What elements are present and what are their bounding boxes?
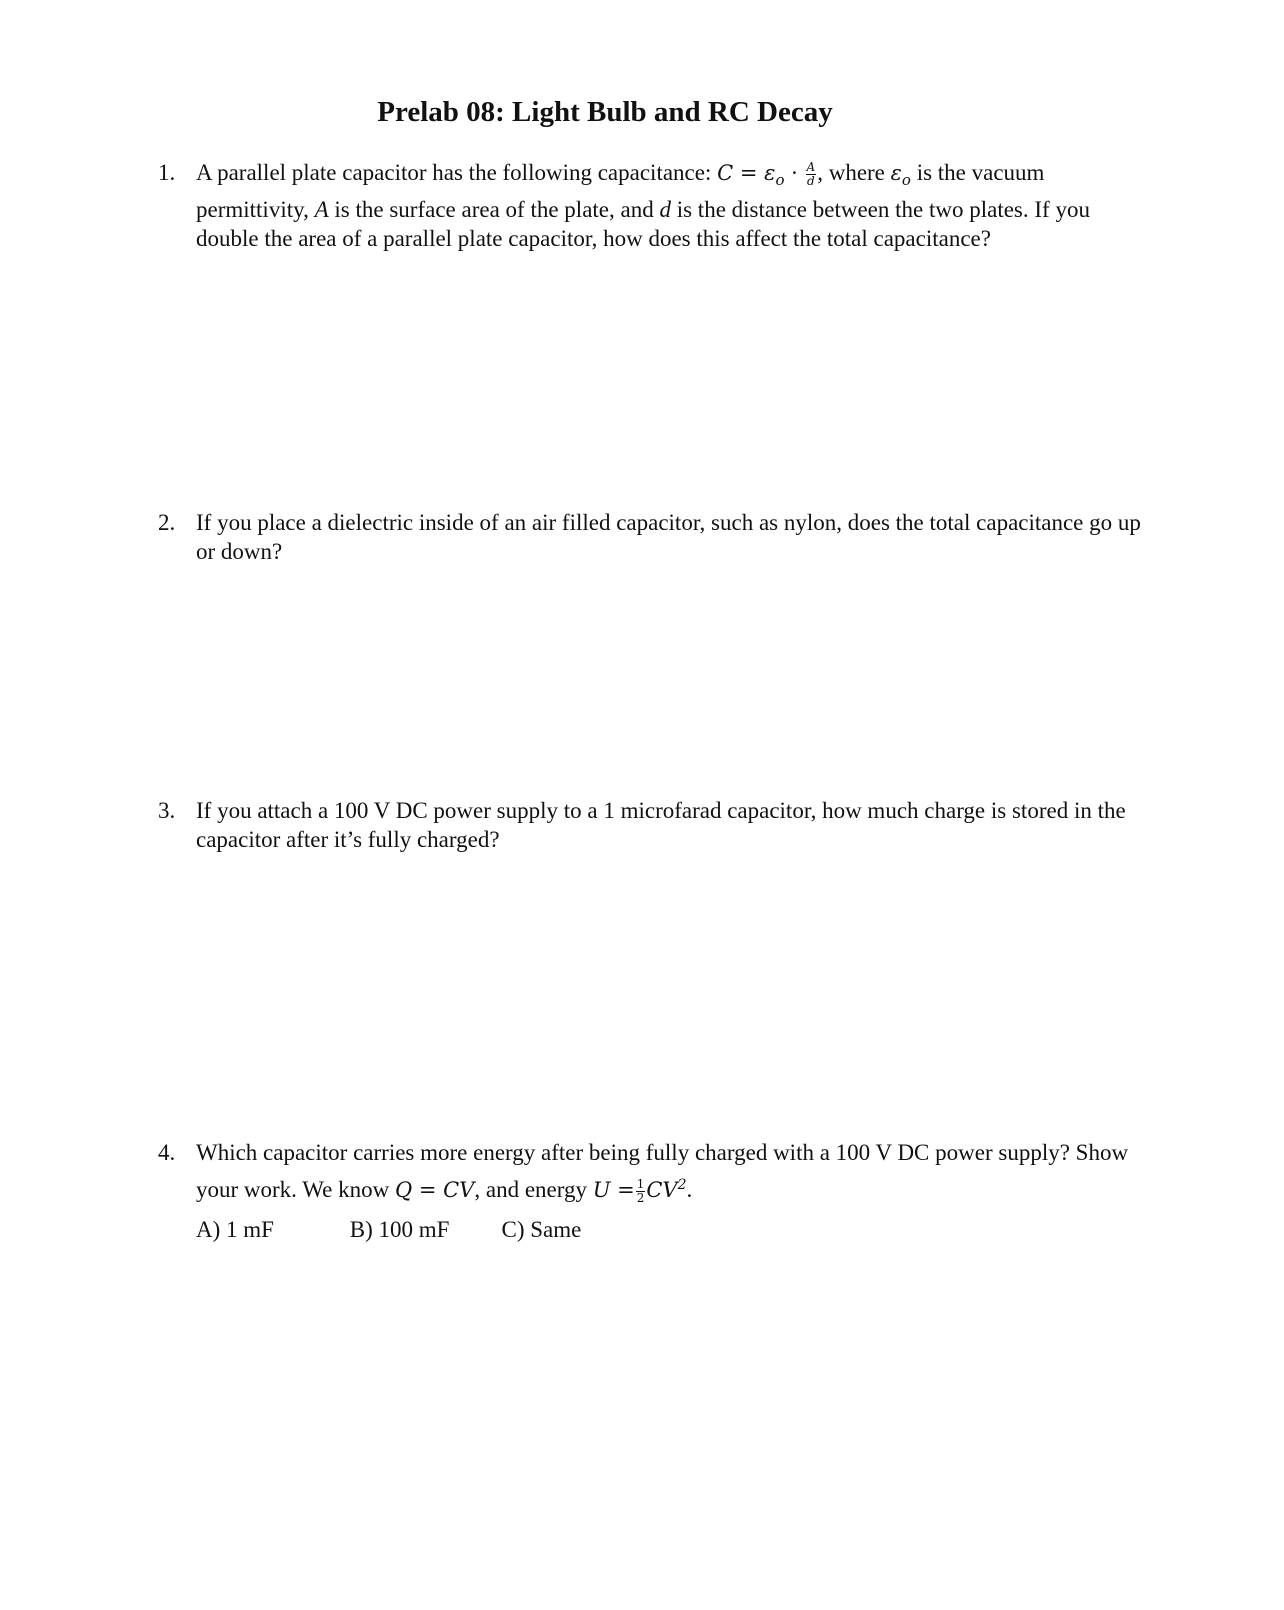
question-text: If you attach a 100 V DC power supply to a 1 microfarad capacitor, how much charge is stored in the capacitor after it’s fully charged? — [196, 798, 1126, 852]
question-1 — [158, 158, 1158, 253]
choice-c: C) Same — [501, 1217, 582, 1242]
charge-equation: Q = CV — [394, 1178, 475, 1202]
page-title: Prelab 08: Light Bulb and RC Decay — [377, 96, 833, 128]
question-number: 2. — [158, 510, 176, 535]
answer-choices — [196, 1213, 1158, 1246]
question-number: 4. — [158, 1140, 176, 1165]
capacitance-formula: $C = \varepsilon_o$ · $\frac{A}{d}$ — [717, 160, 816, 189]
question-text: Which capacitor carries more energy after being fully charged with a 100 V DC power supply? Show your work. We know Q = CV, and energy U = $\frac{1}{2}$ $CV^2$. A) 1 mF B) 100 mF C) Same — [196, 1136, 1158, 1246]
question-2 — [158, 508, 1158, 566]
question-text: A parallel plate capacitor has the following capacitance: $C = \varepsilon_o$ · $\frac{A}{d}$ , where $\varepsilon_o$ is the vacuum permittivity, A is the surface area of the plate, and d is the distance between the two plates. If you double the area of a parallel plate capacitor, how does this affect the total capacitance? — [196, 160, 1090, 251]
choice-a: A) 1 mF — [196, 1217, 274, 1242]
energy-equation: U = $\frac{1}{2}$ $CV^2$ — [592, 1177, 687, 1205]
question-text: If you place a dielectric inside of an air filled capacitor, such as nylon, does the total capacitance go up or down? — [196, 510, 1141, 564]
question-4 — [158, 1136, 1158, 1246]
question-number: 3. — [158, 798, 176, 823]
choice-b: B) 100 mF — [349, 1217, 450, 1242]
question-number: 1. — [158, 160, 176, 185]
question-3 — [158, 796, 1158, 854]
epsilon-symbol: $\varepsilon_o$ — [890, 161, 911, 189]
